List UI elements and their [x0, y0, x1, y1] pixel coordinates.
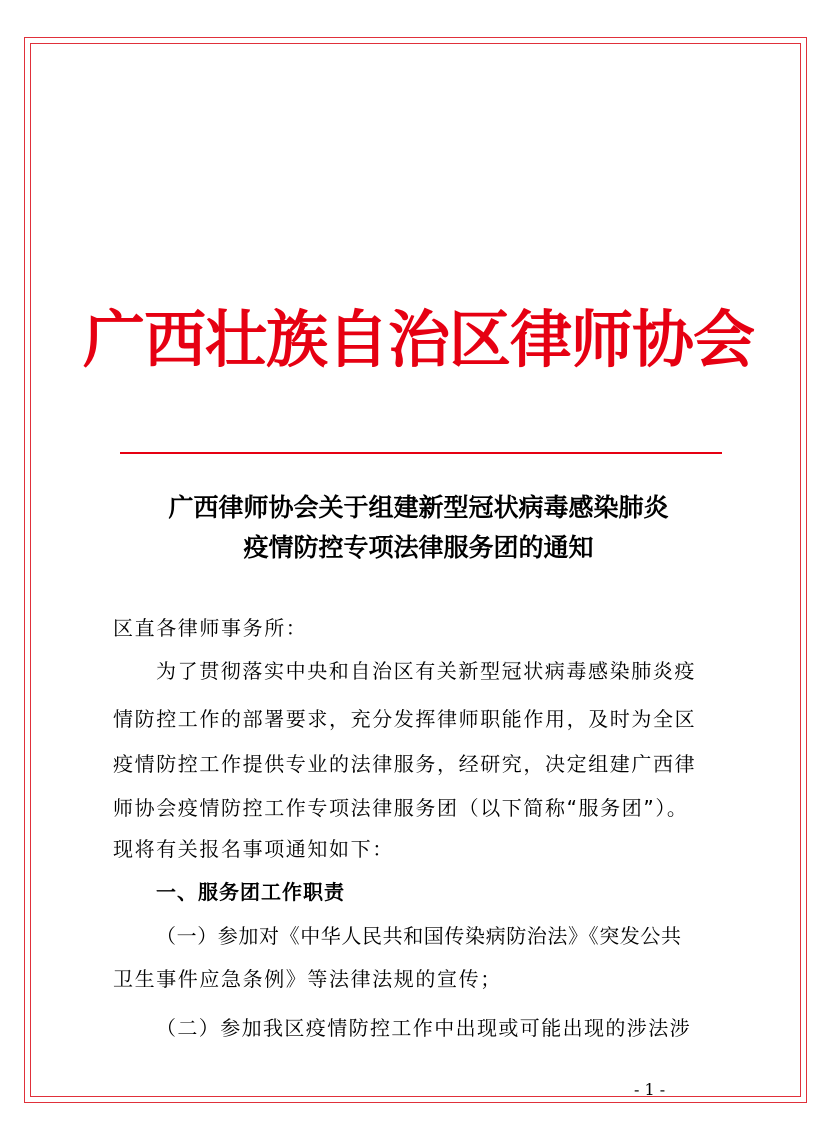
paragraph-text: 疫情防控工作提供专业的法律服务，经研究，决定组建广西律 — [113, 752, 697, 776]
list-item-text: （一）参加对《中华人民共和国传染病防治法》《突发公共 — [156, 924, 682, 948]
list-item-text: 卫生事件应急条例》等法律法规的宣传； — [113, 967, 502, 991]
document-title-line-1: 广西律师协会关于组建新型冠状病毒感染肺炎 — [168, 493, 669, 522]
paragraph-text: 现将有关报名事项通知如下： — [113, 837, 394, 861]
paragraph-text: 为了贯彻落实中央和自治区有关新型冠状病毒感染肺炎疫 — [156, 659, 696, 683]
salutation: 区直各律师事务所： — [113, 616, 308, 640]
header-divider-line — [120, 452, 722, 454]
page-number: - 1 - — [634, 1080, 666, 1099]
document-title-line-2: 疫情防控专项法律服务团的通知 — [243, 533, 594, 562]
section-heading: 一、服务团工作职责 — [156, 880, 345, 904]
organization-header: 广西壮族自治区律师协会 — [82, 303, 754, 376]
paragraph-text: 师协会疫情防控工作专项法律服务团（以下简称“服务团”）。 — [113, 796, 689, 820]
list-item-text: （二）参加我区疫情防控工作中出现或可能出现的涉法涉 — [156, 1016, 691, 1040]
paragraph-text: 情防控工作的部署要求，充分发挥律师职能作用，及时为全区 — [113, 707, 697, 731]
